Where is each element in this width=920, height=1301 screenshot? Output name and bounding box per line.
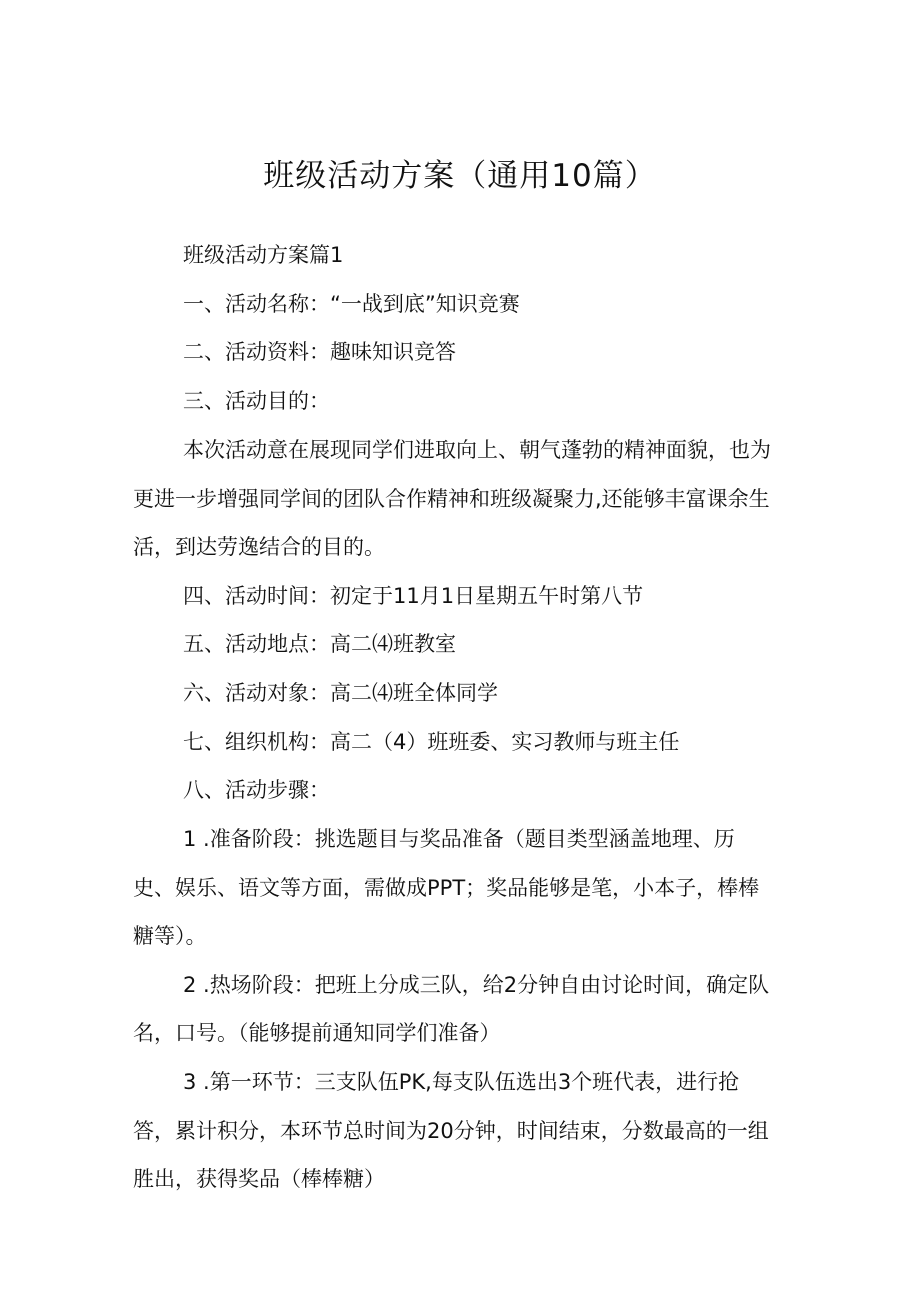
step-2-line: 2 .热场阶段：把班上分成三队，给2分钟自由讨论时间，确定队 [183, 973, 770, 997]
item-activity-time: 四、活动时间：初定于11月1日星期五午时第八节 [183, 584, 644, 608]
purpose-text-line: 本次活动意在展现同学们进取向上、朝气蓬勃的精神面貌，也为 [183, 438, 771, 462]
step-2-line: 名，口号。（能够提前通知同学们准备） [133, 1021, 501, 1045]
step-1-line: 史、娱乐、语文等方面，需做成PPT；奖品能够是笔，小本子，棒棒 [133, 876, 760, 900]
item-activity-steps: 八、活动步骤： [183, 778, 330, 802]
section-heading: 班级活动方案篇1 [183, 243, 344, 267]
item-activity-content: 二、活动资料：趣味知识竞答 [183, 340, 456, 364]
step-3-line: 答，累计积分，本环节总时间为20分钟，时间结束，分数最高的一组 [133, 1119, 769, 1143]
document-title: 班级活动方案（通用10篇） [263, 158, 657, 194]
step-3-line: 3 .第一环节：三支队伍PK,每支队伍选出3个班代表，进行抢 [183, 1070, 740, 1094]
item-activity-name: 一、活动名称：“一战到底”知识竞赛 [183, 292, 520, 316]
purpose-text-line: 活，到达劳逸结合的目的。 [133, 535, 385, 559]
item-activity-audience: 六、活动对象：高二⑷班全体同学 [183, 681, 498, 705]
step-1-line: 糖等）。 [133, 924, 207, 948]
purpose-text-line: 更进一步增强同学间的团队合作精神和班级凝聚力,还能够丰富课余生 [133, 487, 770, 511]
item-organizers: 七、组织机构：高二（4）班班委、实习教师与班主任 [183, 730, 680, 754]
item-activity-purpose: 三、活动目的： [183, 389, 330, 413]
step-1-line: 1 .准备阶段：挑选题目与奖品准备（题目类型涵盖地理、历 [183, 827, 735, 851]
item-activity-location: 五、活动地点：高二⑷班教室 [183, 632, 456, 656]
step-3-line: 胜出，获得奖品（棒棒糖） [133, 1167, 385, 1191]
